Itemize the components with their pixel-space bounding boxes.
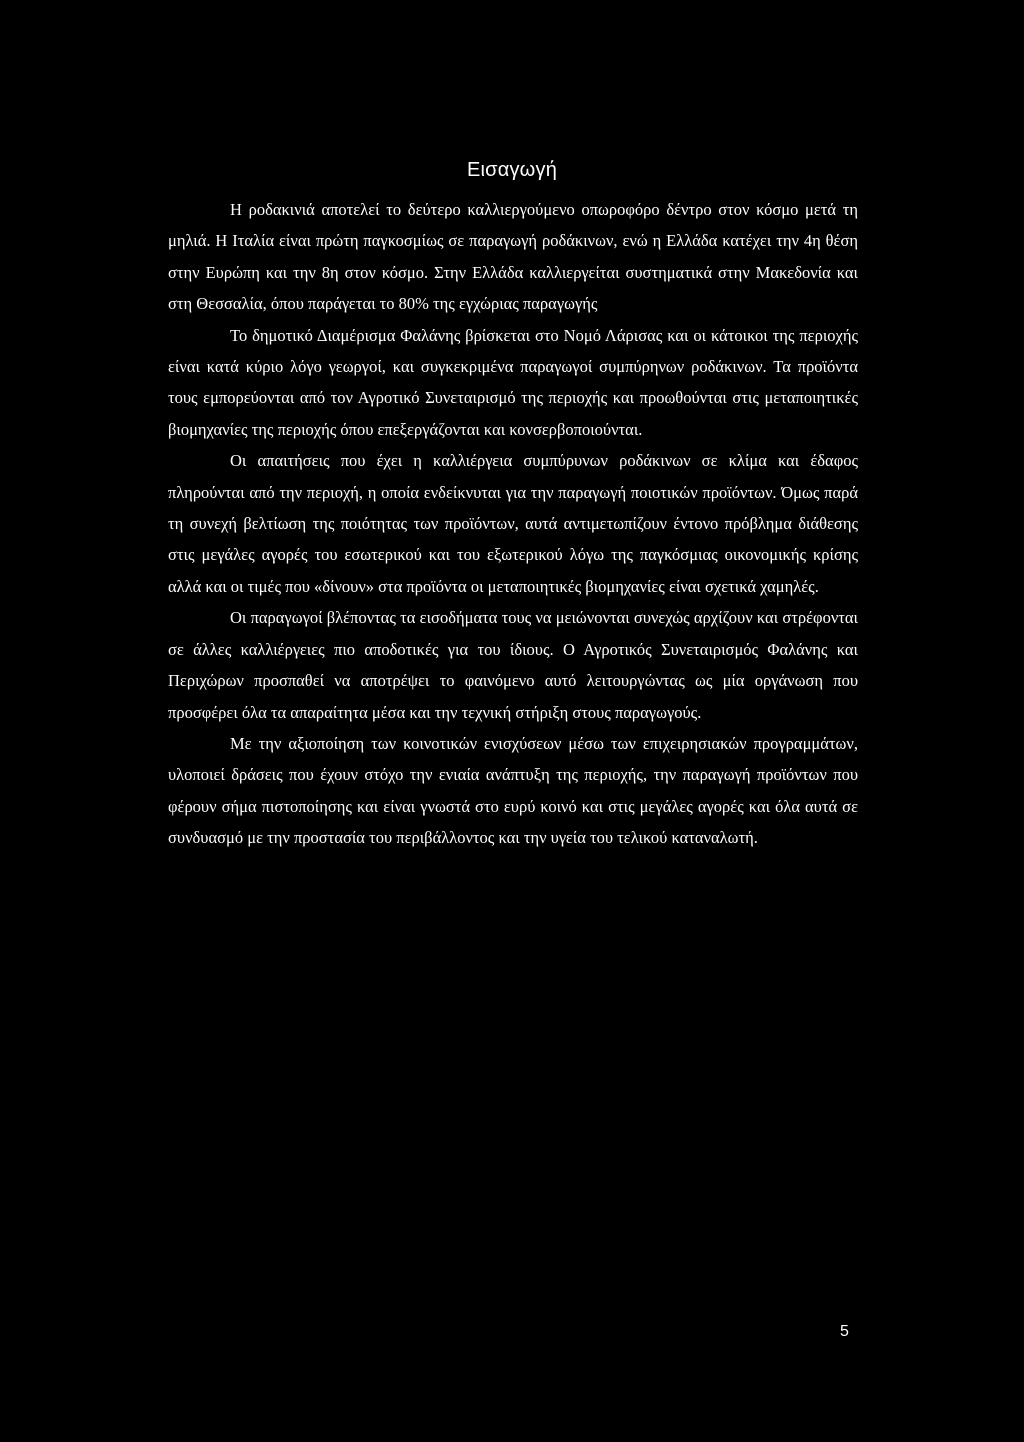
page-number: 5 <box>840 1323 849 1340</box>
paragraph: Το δημοτικό Διαμέρισμα Φαλάνης βρίσκεται στο Νομό Λάρισας και οι κάτοικοι της περιοχής είναι κατά κύριο λόγο γεωργοί, και συγκεκριμένα παραγωγοί συμπύρηνων ροδάκινων. Τα προϊόντα τους εμπορεύονται από τον Αγροτικό Συνεταιρισμό της περιοχής και προωθούνται στις μεταποιητικές βιομηχανίες της περιοχής όπου επεξεργάζονται και κονσερβοποιούνται. <box>168 325 858 439</box>
document-body <box>168 194 858 854</box>
page-title: Εισαγωγή <box>466 159 558 181</box>
paragraph: Η ροδακινιά αποτελεί το δεύτερο καλλιεργούμενο οπωροφόρο δέντρο στον κόσμο μετά τη μηλιά. Η Ιταλία είναι πρώτη παγκοσμίως σε παραγωγή ροδάκινων, ενώ η Ελλάδα κατέχει την 4η θέση στην Ευρώπη και την 8η στον κόσμο. Στην Ελλάδα καλλιεργείται συστηματικά στην Μακεδονία και στη Θεσσαλία, όπου παράγεται το 80% της εγχώριας παραγωγής <box>168 200 858 314</box>
paragraph: Οι παραγωγοί βλέποντας τα εισοδήματα τους να μειώνονται συνεχώς αρχίζουν και στρέφονται σε άλλες καλλιέργειες πιο αποδοτικές για του ίδιους. Ο Αγροτικός Συνεταιρισμός Φαλάνης και Περιχώρων προσπαθεί να αποτρέψει το φαινόμενο αυτό λειτουργώντας ως μία οργάνωση που προσφέρει όλα τα απαραίτητα μέσα και την τεχνική στήριξη στους παραγωγούς. <box>168 608 858 722</box>
paragraph: Οι απαιτήσεις που έχει η καλλιέργεια συμπύρυνων ροδάκινων σε κλίμα και έδαφος πληρούνται από την περιοχή, η οποία ενδείκνυται για την παραγωγή ποιοτικών προϊόντων. Όμως παρά τη συνεχή βελτίωση της ποιότητας των προϊόντων, αυτά αντιμετωπίζουν έντονο πρόβλημα διάθεσης στις μεγάλες αγορές του εσωτερικού και του εξωτερικού λόγω της παγκόσμιας οικονομικής κρίσης αλλά και οι τιμές που «δίνουν» στα προϊόντα οι μεταποιητικές βιομηχανίες είναι σχετικά χαμηλές. <box>168 451 858 596</box>
paragraph: Με την αξιοποίηση των κοινοτικών ενισχύσεων μέσω των επιχειρησιακών προγραμμάτων, υλοποιεί δράσεις που έχουν στόχο την ενιαία ανάπτυξη της περιοχής, την παραγωγή προϊόντων που φέρουν σήμα πιστοποίησης και είναι γνωστά στο ευρύ κοινό και στις μεγάλες αγορές και όλα αυτά σε συνδυασμό με την προστασία του περιβάλλοντος και την υγεία του τελικού καταναλωτή. <box>168 733 858 848</box>
